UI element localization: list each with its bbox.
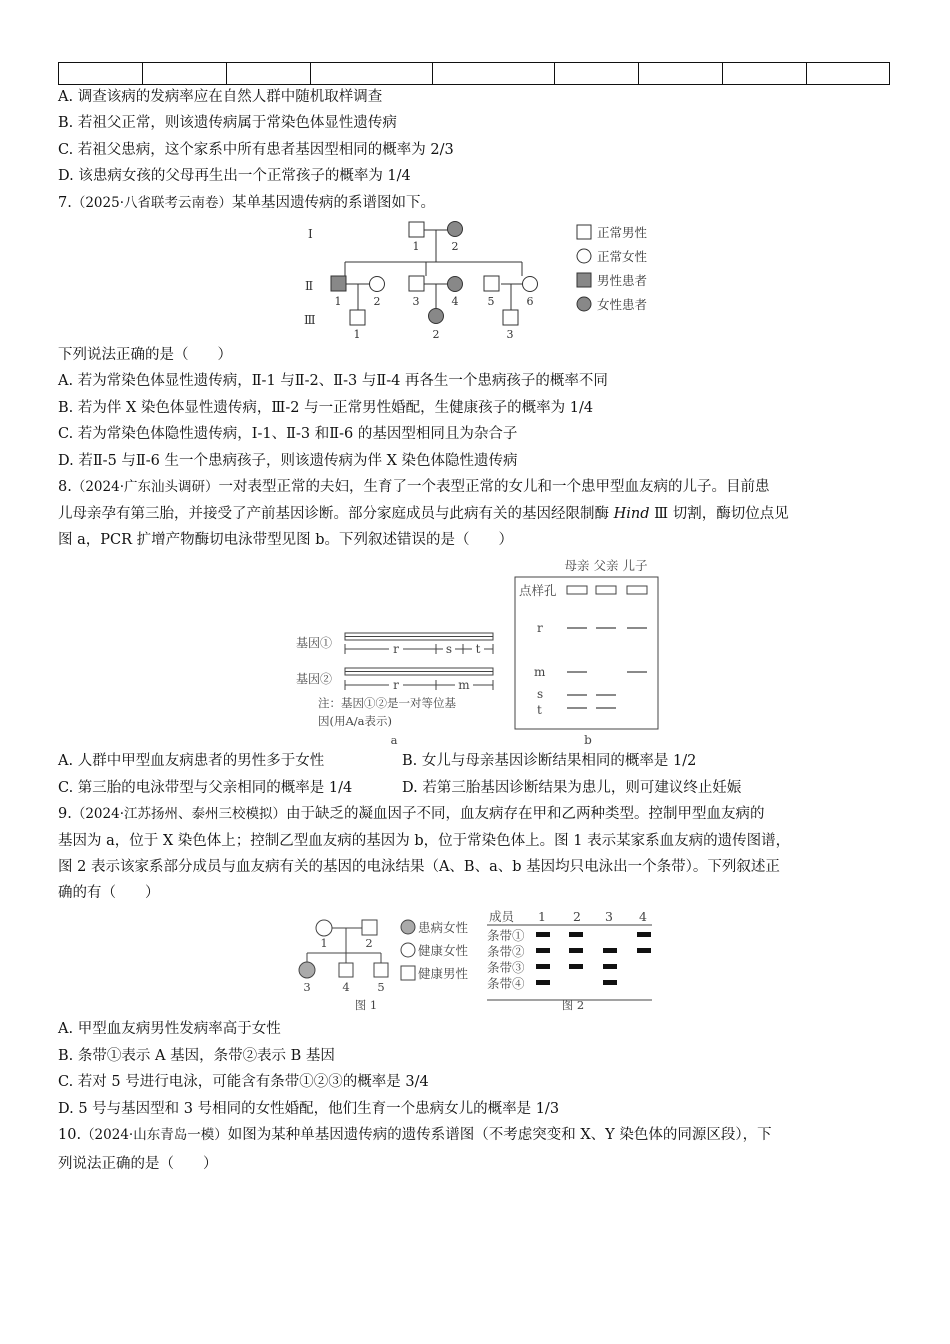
pedigree-num: 6 <box>526 295 534 308</box>
pedigree-4-male <box>339 963 353 977</box>
gel-well <box>596 586 616 594</box>
gel-band <box>536 932 550 937</box>
q6-option-c: C. 若祖父患病，这个家系中所有患者基因型相同的概率为 2/3 <box>58 142 454 158</box>
q8-stem-line-2 <box>58 504 789 524</box>
gel-member-num: 4 <box>639 909 647 924</box>
pedigree-i1-normal-male <box>409 222 424 237</box>
pedigree-5-male <box>374 963 388 977</box>
figure-caption-a: a <box>390 733 398 747</box>
pedigree-3-affected-female <box>299 962 315 978</box>
q10-stem-line-1 <box>58 1125 772 1145</box>
gel-band <box>536 948 550 953</box>
gel-band-label: 条带② <box>487 944 525 959</box>
table-cell <box>807 63 890 85</box>
gel-band-label-t: t <box>537 703 542 717</box>
gen-label-1: Ⅰ <box>308 227 313 241</box>
enzyme-name: Hind <box>613 506 650 522</box>
gel-band-label-s: s <box>537 687 544 701</box>
question-source: （2024·广东汕头调研） <box>71 479 219 495</box>
fragment-r-label: r <box>393 678 399 692</box>
question-text: 某单基因遗传病的系谱图如下。 <box>232 195 435 211</box>
fragment-m-label: m <box>458 678 470 692</box>
q8-stem-line-1 <box>58 477 770 497</box>
q10-stem-line-2: 列说法正确的是（ ） <box>58 1156 218 1172</box>
pedigree-num: 2 <box>432 328 440 341</box>
pedigree-num: 3 <box>303 980 311 994</box>
gel-band <box>569 964 583 969</box>
gen-label-3: Ⅲ <box>304 313 316 327</box>
question-text: 一对表型正常的夫妇，生育了一个表型正常的女儿和一个患甲型血友病的儿子。目前患 <box>218 479 770 495</box>
q9-stem-line-3: 图 2 表示该家系部分成员与血友病有关的基因的电泳结果（A、B、a、b 基因均只电泳出一个条带）。下列叙述正 <box>58 859 780 875</box>
gel-band <box>637 948 651 953</box>
q8-option-a: A. 人群中甲型血友病患者的男性多于女性 <box>58 753 325 769</box>
q9-figure <box>290 905 660 1015</box>
legend-label: 正常男性 <box>597 225 648 240</box>
pedigree-num: 1 <box>320 936 328 950</box>
gel-band <box>603 948 617 953</box>
pedigree-iii2-affected-female <box>429 309 444 324</box>
gel-well <box>627 586 647 594</box>
pedigree-num: 2 <box>451 240 459 253</box>
pedigree-num: 5 <box>377 980 385 994</box>
pedigree-num: 3 <box>506 328 514 341</box>
gel-well <box>567 586 587 594</box>
figure-note: 注：基因①②是一对等位基 <box>318 696 456 710</box>
pedigree-ii1-affected-male <box>331 276 346 291</box>
question-text: 由于缺乏的凝血因子不同，血友病存在甲和乙两种类型。控制甲型血友病的 <box>286 806 765 822</box>
pedigree-1-female <box>316 920 332 936</box>
figure-caption-b: b <box>584 733 592 747</box>
q9-option-b: B. 条带①表示 A 基因，条带②表示 B 基因 <box>58 1048 335 1064</box>
table-cell <box>433 63 555 85</box>
legend-healthy-female-icon <box>401 943 415 957</box>
legend-label: 健康女性 <box>418 943 469 958</box>
pedigree-ii4-affected-female <box>448 277 463 292</box>
figure-2-caption: 图 2 <box>561 998 585 1012</box>
q9-stem-line-2: 基因为 a，位于 X 染色体上；控制乙型血友病的基因为 b，位于常染色体上。图 1 表示某家系血友病的遗传图谱， <box>58 833 791 849</box>
q7-option-c: C. 若为常染色体隐性遗传病，Ⅰ-1、Ⅱ-3 和Ⅱ-6 的基因型相同且为杂合子 <box>58 426 518 442</box>
pedigree-2-male <box>362 920 377 935</box>
gel-band-label-m: m <box>534 665 546 679</box>
gel-member-num: 2 <box>573 909 581 924</box>
pedigree-num: 1 <box>353 328 361 341</box>
pedigree-ii6-normal-female <box>523 277 538 292</box>
q9-option-d: D. 5 号与基因型和 3 号相同的女性婚配，他们生育一个患病女儿的概率是 1/3 <box>58 1101 560 1117</box>
q9-stem-line-1 <box>58 804 765 824</box>
gen-label-2: Ⅱ <box>305 279 314 293</box>
q9-stem-line-4: 确的有（ ） <box>58 885 160 901</box>
pedigree-num: 1 <box>412 240 420 253</box>
legend-affected-male-icon <box>577 273 591 287</box>
q6-option-a: A. 调查该病的发病率应在自然人群中随机取样调查 <box>58 89 383 105</box>
q8-option-b: B. 女儿与母亲基因诊断结果相同的概率是 1/2 <box>402 753 697 769</box>
gel-band <box>637 932 651 937</box>
pedigree-num: 2 <box>365 936 373 950</box>
gel-band <box>603 980 617 985</box>
q7-option-a: A. 若为常染色体显性遗传病，Ⅱ-1 与Ⅱ-2、Ⅱ-3 与Ⅱ-4 再各生一个患病孩子的概率不同 <box>58 373 608 389</box>
legend-normal-female-icon <box>577 249 591 263</box>
q9-option-c: C. 若对 5 号进行电泳，可能含有条带①②③的概率是 3/4 <box>58 1074 429 1090</box>
q7-option-b: B. 若为伴 X 染色体显性遗传病，Ⅲ-2 与一正常男性婚配，生健康孩子的概率为 1/4 <box>58 400 594 416</box>
pedigree-iii3-normal-male <box>503 310 518 325</box>
pedigree-ii3-normal-male <box>409 276 424 291</box>
gel-band <box>569 932 583 937</box>
legend-label: 正常女性 <box>597 249 648 264</box>
pedigree-num: 5 <box>487 295 495 308</box>
question-source: （2024·江苏扬州、泰州三校模拟） <box>71 806 286 822</box>
table-cell <box>555 63 639 85</box>
q8-option-d: D. 若第三胎基因诊断结果为患儿，则可建议终止妊娠 <box>402 780 742 796</box>
pedigree-ii2-normal-female <box>370 277 385 292</box>
gel-wells-label: 点样孔 <box>519 583 557 598</box>
gel-member-num: 1 <box>538 909 546 924</box>
question-text: 如图为某种单基因遗传病的遗传系谱图（不考虑突变和 X、Y 染色体的同源区段），下 <box>227 1127 772 1143</box>
q7-stem <box>58 193 435 213</box>
gel-band-label: 条带① <box>487 928 525 943</box>
gel-band-label-r: r <box>537 621 543 635</box>
q7-prompt: 下列说法正确的是（ ） <box>58 347 232 363</box>
question-number: 8. <box>58 479 72 495</box>
figure-1-caption: 图 1 <box>354 998 378 1012</box>
question-source: （2025·八省联考云南卷） <box>71 195 232 211</box>
gel-band <box>536 980 550 985</box>
gel-member-header: 成员 <box>489 909 515 924</box>
pedigree-i2-affected-female <box>448 222 463 237</box>
q6-option-d: D. 该患病女孩的父母再生出一个正常孩子的概率为 1/4 <box>58 168 411 184</box>
table-cell <box>639 63 723 85</box>
q8-figure <box>288 555 663 747</box>
pedigree-num: 1 <box>334 295 342 308</box>
question-text: 儿母亲孕有第三胎，并接受了产前基因诊断。部分家庭成员与此病有关的基因经限制酶 <box>58 506 614 522</box>
fragment-s-label: s <box>445 642 453 656</box>
legend-label: 男性患者 <box>597 273 648 288</box>
q6-option-b: B. 若祖父正常，则该遗传病属于常染色体显性遗传病 <box>58 115 397 131</box>
gene2-label: 基因② <box>296 672 333 686</box>
question-number: 10. <box>58 1127 82 1143</box>
gel-band <box>536 964 550 969</box>
legend-label: 健康男性 <box>418 966 469 981</box>
fragment-r-label: r <box>393 642 399 656</box>
q9-option-a: A. 甲型血友病男性发病率高于女性 <box>58 1021 281 1037</box>
legend-label: 女性患者 <box>597 297 648 312</box>
question-number: 7. <box>58 195 72 211</box>
question-text: Ⅲ 切割，酶切位点见 <box>649 506 789 522</box>
table-cell <box>227 63 311 85</box>
legend-healthy-male-icon <box>401 966 415 980</box>
gel-member-num: 3 <box>605 909 613 924</box>
gel-band <box>569 948 583 953</box>
q8-stem-line-3: 图 a，PCR 扩增产物酶切电泳带型见图 b。下列叙述错误的是（ ） <box>58 532 514 548</box>
pedigree-ii5-normal-male <box>484 276 499 291</box>
table-cell <box>311 63 433 85</box>
legend-affected-female-icon <box>401 920 415 934</box>
figure-note: 因(用A/a表示) <box>318 714 393 728</box>
table-cell <box>59 63 143 85</box>
gel-member-labels: 母亲 父亲 儿子 <box>564 558 648 573</box>
pedigree-num: 4 <box>342 980 350 994</box>
fragment-t-label: t <box>475 642 481 656</box>
pedigree-iii1-normal-male <box>350 310 365 325</box>
table-cell <box>723 63 807 85</box>
legend-label: 患病女性 <box>418 920 469 935</box>
pedigree-num: 3 <box>412 295 420 308</box>
q8-option-c: C. 第三胎的电泳带型与父亲相同的概率是 1/4 <box>58 780 353 796</box>
q7-option-d: D. 若Ⅱ-5 与Ⅱ-6 生一个患病孩子，则该遗传病为伴 X 染色体隐性遗传病 <box>58 453 518 469</box>
gel-band <box>603 964 617 969</box>
gel-band-label: 条带④ <box>487 976 525 991</box>
q7-pedigree-figure <box>300 218 670 343</box>
question-number: 9. <box>58 806 72 822</box>
pedigree-num: 4 <box>451 295 459 308</box>
legend-normal-male-icon <box>577 225 591 239</box>
gel-band-label: 条带③ <box>487 960 525 975</box>
top-table <box>58 62 890 85</box>
question-source: （2024·山东青岛一模） <box>81 1127 228 1143</box>
pedigree-num: 2 <box>373 295 381 308</box>
table-cell <box>143 63 227 85</box>
gene1-label: 基因① <box>296 636 333 650</box>
legend-affected-female-icon <box>577 297 591 311</box>
